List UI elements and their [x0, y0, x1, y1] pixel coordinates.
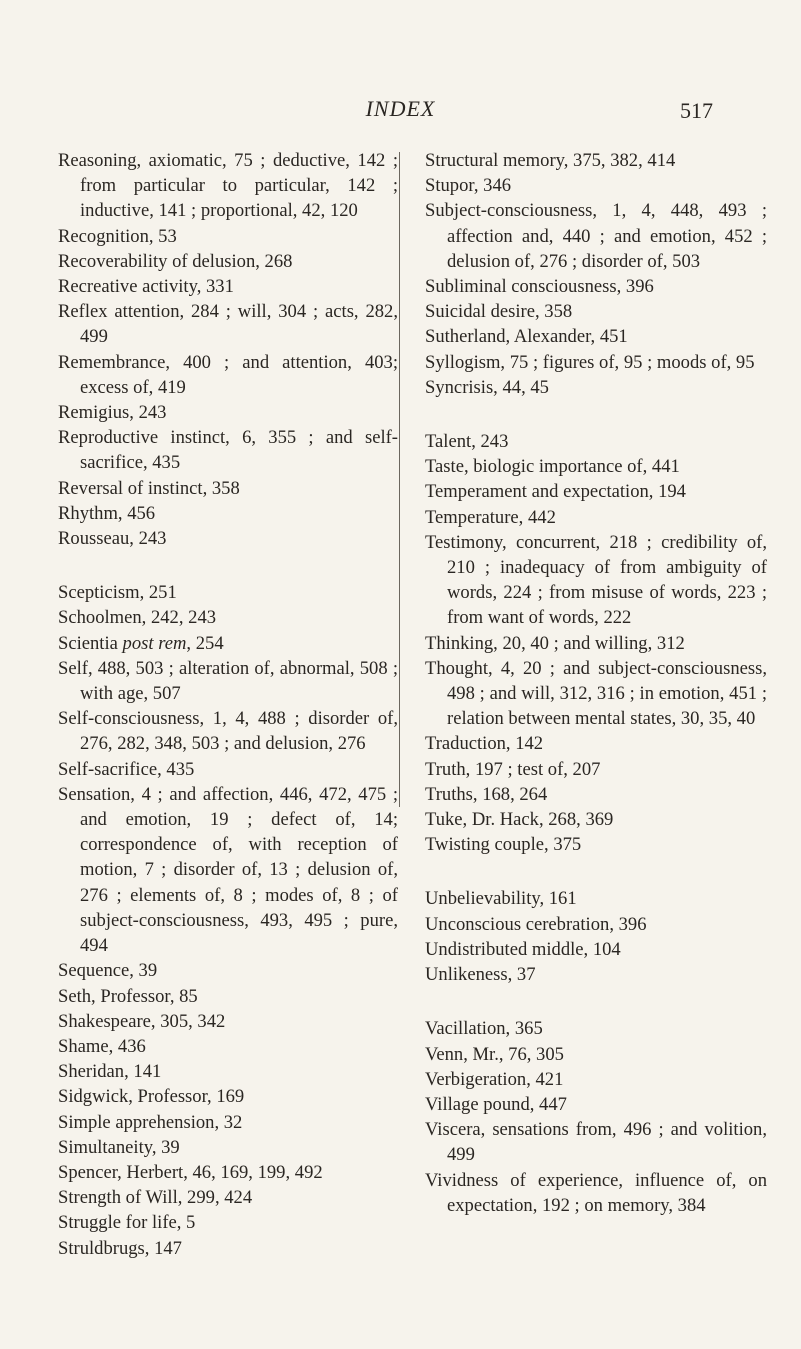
page-number: 517	[680, 98, 713, 123]
letter-group-gap	[425, 987, 767, 1016]
index-entry: Suicidal desire, 358	[425, 301, 573, 323]
letter-group-gap	[425, 400, 767, 429]
index-entry: Self-consciousness, 1, 4, 488 ; disorder of, 276, 282, 348, 503 ; and delusion, 276	[58, 708, 398, 755]
index-entry: Undistributed middle, 104	[425, 938, 621, 960]
index-entry: Testimony, concurrent, 218 ; credibility of, 210 ; inadequacy of from ambiguity of words, 224 ; from misuse of words, 223 ; from want of words, 222	[425, 531, 767, 629]
index-entry: Recognition, 53	[58, 225, 177, 247]
index-entry: Reflex attention, 284 ; will, 304 ; acts, 282, 499	[58, 301, 398, 348]
index-entry: Rhythm, 456	[58, 502, 156, 524]
index-entry: Taste, biologic importance of, 441	[425, 456, 680, 478]
index-entry: Seth, Professor, 85	[58, 985, 198, 1007]
letter-group-gap	[425, 857, 767, 886]
index-entry: Village pound, 447	[425, 1093, 567, 1115]
index-entry: Simple apprehension, 32	[58, 1111, 243, 1133]
index-entry: Unconscious cerebration, 396	[425, 913, 647, 935]
index-entry: Simultaneity, 39	[58, 1136, 180, 1158]
index-entry: Schoolmen, 242, 243	[58, 607, 217, 629]
index-entry	[58, 631, 398, 656]
index-entry: Truths, 168, 264	[425, 783, 548, 805]
index-entry: Viscera, sensations from, 496 ; and volition, 499	[425, 1119, 767, 1166]
index-entry: Unbelievability, 161	[425, 888, 577, 910]
index-entry: Stupor, 346	[425, 175, 512, 197]
index-entry: Sidgwick, Professor, 169	[58, 1086, 245, 1108]
column-divider	[399, 152, 400, 807]
index-entry: Vividness of experience, influence of, on expectation, 192 ; on memory, 384	[425, 1169, 767, 1216]
index-entry: Remembrance, 400 ; and attention, 403; excess of, 419	[58, 351, 398, 398]
entry-italic-text: post rem	[122, 632, 187, 654]
index-column-left	[58, 148, 398, 1261]
index-entry: Self-sacrifice, 435	[58, 758, 195, 780]
page-header	[0, 96, 801, 126]
index-entry: Tuke, Dr. Hack, 268, 369	[425, 809, 614, 831]
index-entry: Temperament and expectation, 194	[425, 481, 686, 503]
index-entry: Reproductive instinct, 6, 355 ; and self-sacrifice, 435	[58, 427, 398, 474]
index-entry: Remigius, 243	[58, 402, 167, 424]
index-entry: Recoverability of delusion, 268	[58, 250, 293, 272]
index-entry: Rousseau, 243	[58, 528, 167, 550]
index-entry: Scepticism, 251	[58, 582, 177, 604]
index-entry: Reversal of instinct, 358	[58, 477, 240, 499]
index-entry: Sensation, 4 ; and affection, 446, 472, 475 ; and emotion, 19 ; defect of, 14; correspondence of, with reception of motion, 7 ; disorder of, 13 ; delusion of, 276 ; elements of, 8 ; modes of, 8 ; of subject-consciousness, 493, 495 ; pure, 494	[58, 783, 398, 957]
index-entry: Venn, Mr., 76, 305	[425, 1043, 564, 1065]
index-entry: Truth, 197 ; test of, 207	[425, 758, 601, 780]
index-entry: Structural memory, 375, 382, 414	[425, 150, 676, 171]
index-entry: Struldbrugs, 147	[58, 1237, 182, 1259]
index-entry: Twisting couple, 375	[425, 834, 582, 856]
index-entry: Subliminal consciousness, 396	[425, 276, 654, 298]
index-entry: Shame, 436	[58, 1035, 146, 1057]
index-entry: Verbigeration, 421	[425, 1068, 564, 1090]
index-entry: Sequence, 39	[58, 960, 158, 982]
letter-group-gap	[58, 551, 398, 580]
index-entry: Sheridan, 141	[58, 1061, 162, 1083]
index-entry: Struggle for life, 5	[58, 1212, 196, 1234]
index-entry: Traduction, 142	[425, 733, 544, 755]
index-entry: Thinking, 20, 40 ; and willing, 312	[425, 632, 685, 654]
index-entry: Talent, 243	[425, 431, 509, 453]
index-entry: Syncrisis, 44, 45	[425, 376, 549, 398]
index-entry: Vacillation, 365	[425, 1018, 543, 1040]
index-entry: Recreative activity, 331	[58, 276, 234, 298]
index-entry: Syllogism, 75 ; figures of, 95 ; moods of, 95	[425, 351, 755, 373]
index-entry: Shakespeare, 305, 342	[58, 1010, 226, 1032]
index-entry: Thought, 4, 20 ; and subject-consciousness, 498 ; and will, 312, 316 ; in emotion, 451 ; relation between mental states, 30, 35, 40	[425, 657, 767, 730]
index-column-right	[425, 148, 767, 1218]
index-entry: Self, 488, 503 ; alteration of, abnormal, 508 ; with age, 507	[58, 657, 398, 705]
index-entry: Subject-consciousness, 1, 4, 448, 493 ; affection and, 440 ; and emotion, 452 ; delusion of, 276 ; disorder of, 503	[425, 200, 767, 272]
index-entry: Temperature, 442	[425, 506, 556, 528]
index-entry: Unlikeness, 37	[425, 964, 536, 986]
index-entry: Strength of Will, 299, 424	[58, 1187, 253, 1209]
entry-text: Scientia	[58, 632, 123, 654]
index-entry: Sutherland, Alexander, 451	[425, 326, 628, 348]
index-entry: Spencer, Herbert, 46, 169, 199, 492	[58, 1161, 323, 1183]
entry-text: , 254	[186, 632, 224, 654]
running-title: INDEX	[365, 96, 436, 121]
index-entry: Reasoning, axiomatic, 75 ; deductive, 142 ; from particular to particular, 142 ; inductive, 141 ; proportional, 42, 120	[58, 150, 398, 222]
